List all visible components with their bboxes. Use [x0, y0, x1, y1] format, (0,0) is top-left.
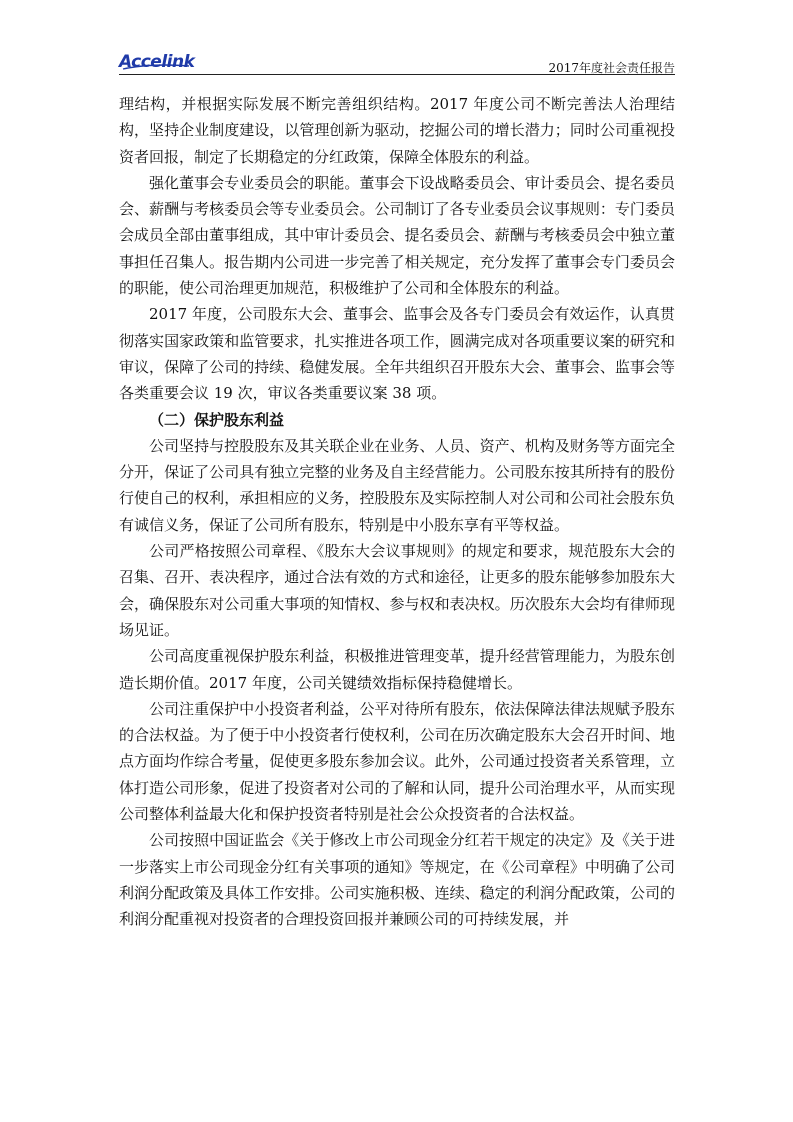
- paragraph-board-committees: 强化董事会专业委员会的职能。董事会下设战略委员会、审计委员会、提名委员会、薪酬与考核委员会等专业委员会。公司制订了各专业委员会议事规则：专门委员会成员全部由董事组成，其中审计委员会、提名委员会、薪酬与考核委员会中独立董事担任召集人。报告期内公司进一步完善了相关规定，充分发挥了董事会专门委员会的职能，使公司治理更加规范，积极维护了公司和全体股东的利益。: [119, 173, 675, 298]
- logo-text: Accelink: [119, 52, 195, 72]
- paragraph-independence: 公司坚持与控股股东及其关联企业在业务、人员、资产、机构及财务等方面完全分开，保证了公司具有独立完整的业务及自主经营能力。公司股东按其所持有的股份行使自己的权利，承担相应的义务，控股股东及实际控制人对公司和公司社会股东负有诚信义务，保证了公司所有股东，特别是中小股东享有平等权益。: [119, 436, 675, 534]
- section-heading-protect-shareholders: （二）保护股东利益: [149, 410, 285, 429]
- header-rule: [119, 74, 675, 75]
- page-body: [119, 91, 675, 933]
- report-title: 2017年度社会责任报告: [548, 61, 675, 75]
- paragraph-long-term-value: 公司高度重视保护股东利益，积极推进管理变革，提升经营管理能力，为股东创造长期价值。2017 年度，公司关键绩效指标保持稳健增长。: [119, 647, 675, 692]
- paragraph-dividend-policy: 公司按照中国证监会《关于修改上市公司现金分红若干规定的决定》及《关于进一步落实上市公司现金分红有关事项的通知》等规定，在《公司章程》中明确了公司利润分配政策及具体工作安排。公司实施积极、连续、稳定的利润分配政策，公司的利润分配重视对投资者的合理投资回报并兼顾公司的可持续发展，并: [119, 831, 675, 929]
- paragraph-continued: 理结构，并根据实际发展不断完善组织结构。2017 年度公司不断完善法人治理结构，坚持企业制度建设，以管理创新为驱动，挖掘公司的增长潜力；同时公司重视投资者回报，制定了长期稳定的分红政策，保障全体股东的利益。: [119, 95, 675, 166]
- page-header: [119, 52, 675, 76]
- paragraph-2017-meetings: 2017 年度，公司股东大会、董事会、监事会及各专门委员会有效运作，认真贯彻落实国家政策和监管要求，扎实推进各项工作，圆满完成对各项重要议案的研究和审议，保障了公司的持续、稳健发展。全年共组织召开股东大会、董事会、监事会等各类重要会议 19 次，审议各类重要议案 38 项。: [119, 305, 675, 403]
- paragraph-shareholder-meetings: 公司严格按照公司章程、《股东大会议事规则》的规定和要求，规范股东大会的召集、召开、表决程序，通过合法有效的方式和途径，让更多的股东能够参加股东大会，确保股东对公司重大事项的知情权、参与权和表决权。历次股东大会均有律师现场见证。: [119, 542, 675, 639]
- paragraph-minority-investors: 公司注重保护中小投资者利益，公平对待所有股东，依法保障法律法规赋予股东的合法权益。为了便于中小投资者行使权利，公司在历次确定股东大会召开时间、地点方面均作综合考量，促使更多股东参加会议。此外，公司通过投资者关系管理，立体打造公司形象，促进了投资者对公司的了解和认同，提升公司治理水平，从而实现公司整体利益最大化和保护投资者特别是社会公众投资者的合法权益。: [119, 699, 675, 824]
- logo-swoosh-icon: [121, 61, 191, 71]
- accelink-logo: [119, 52, 194, 72]
